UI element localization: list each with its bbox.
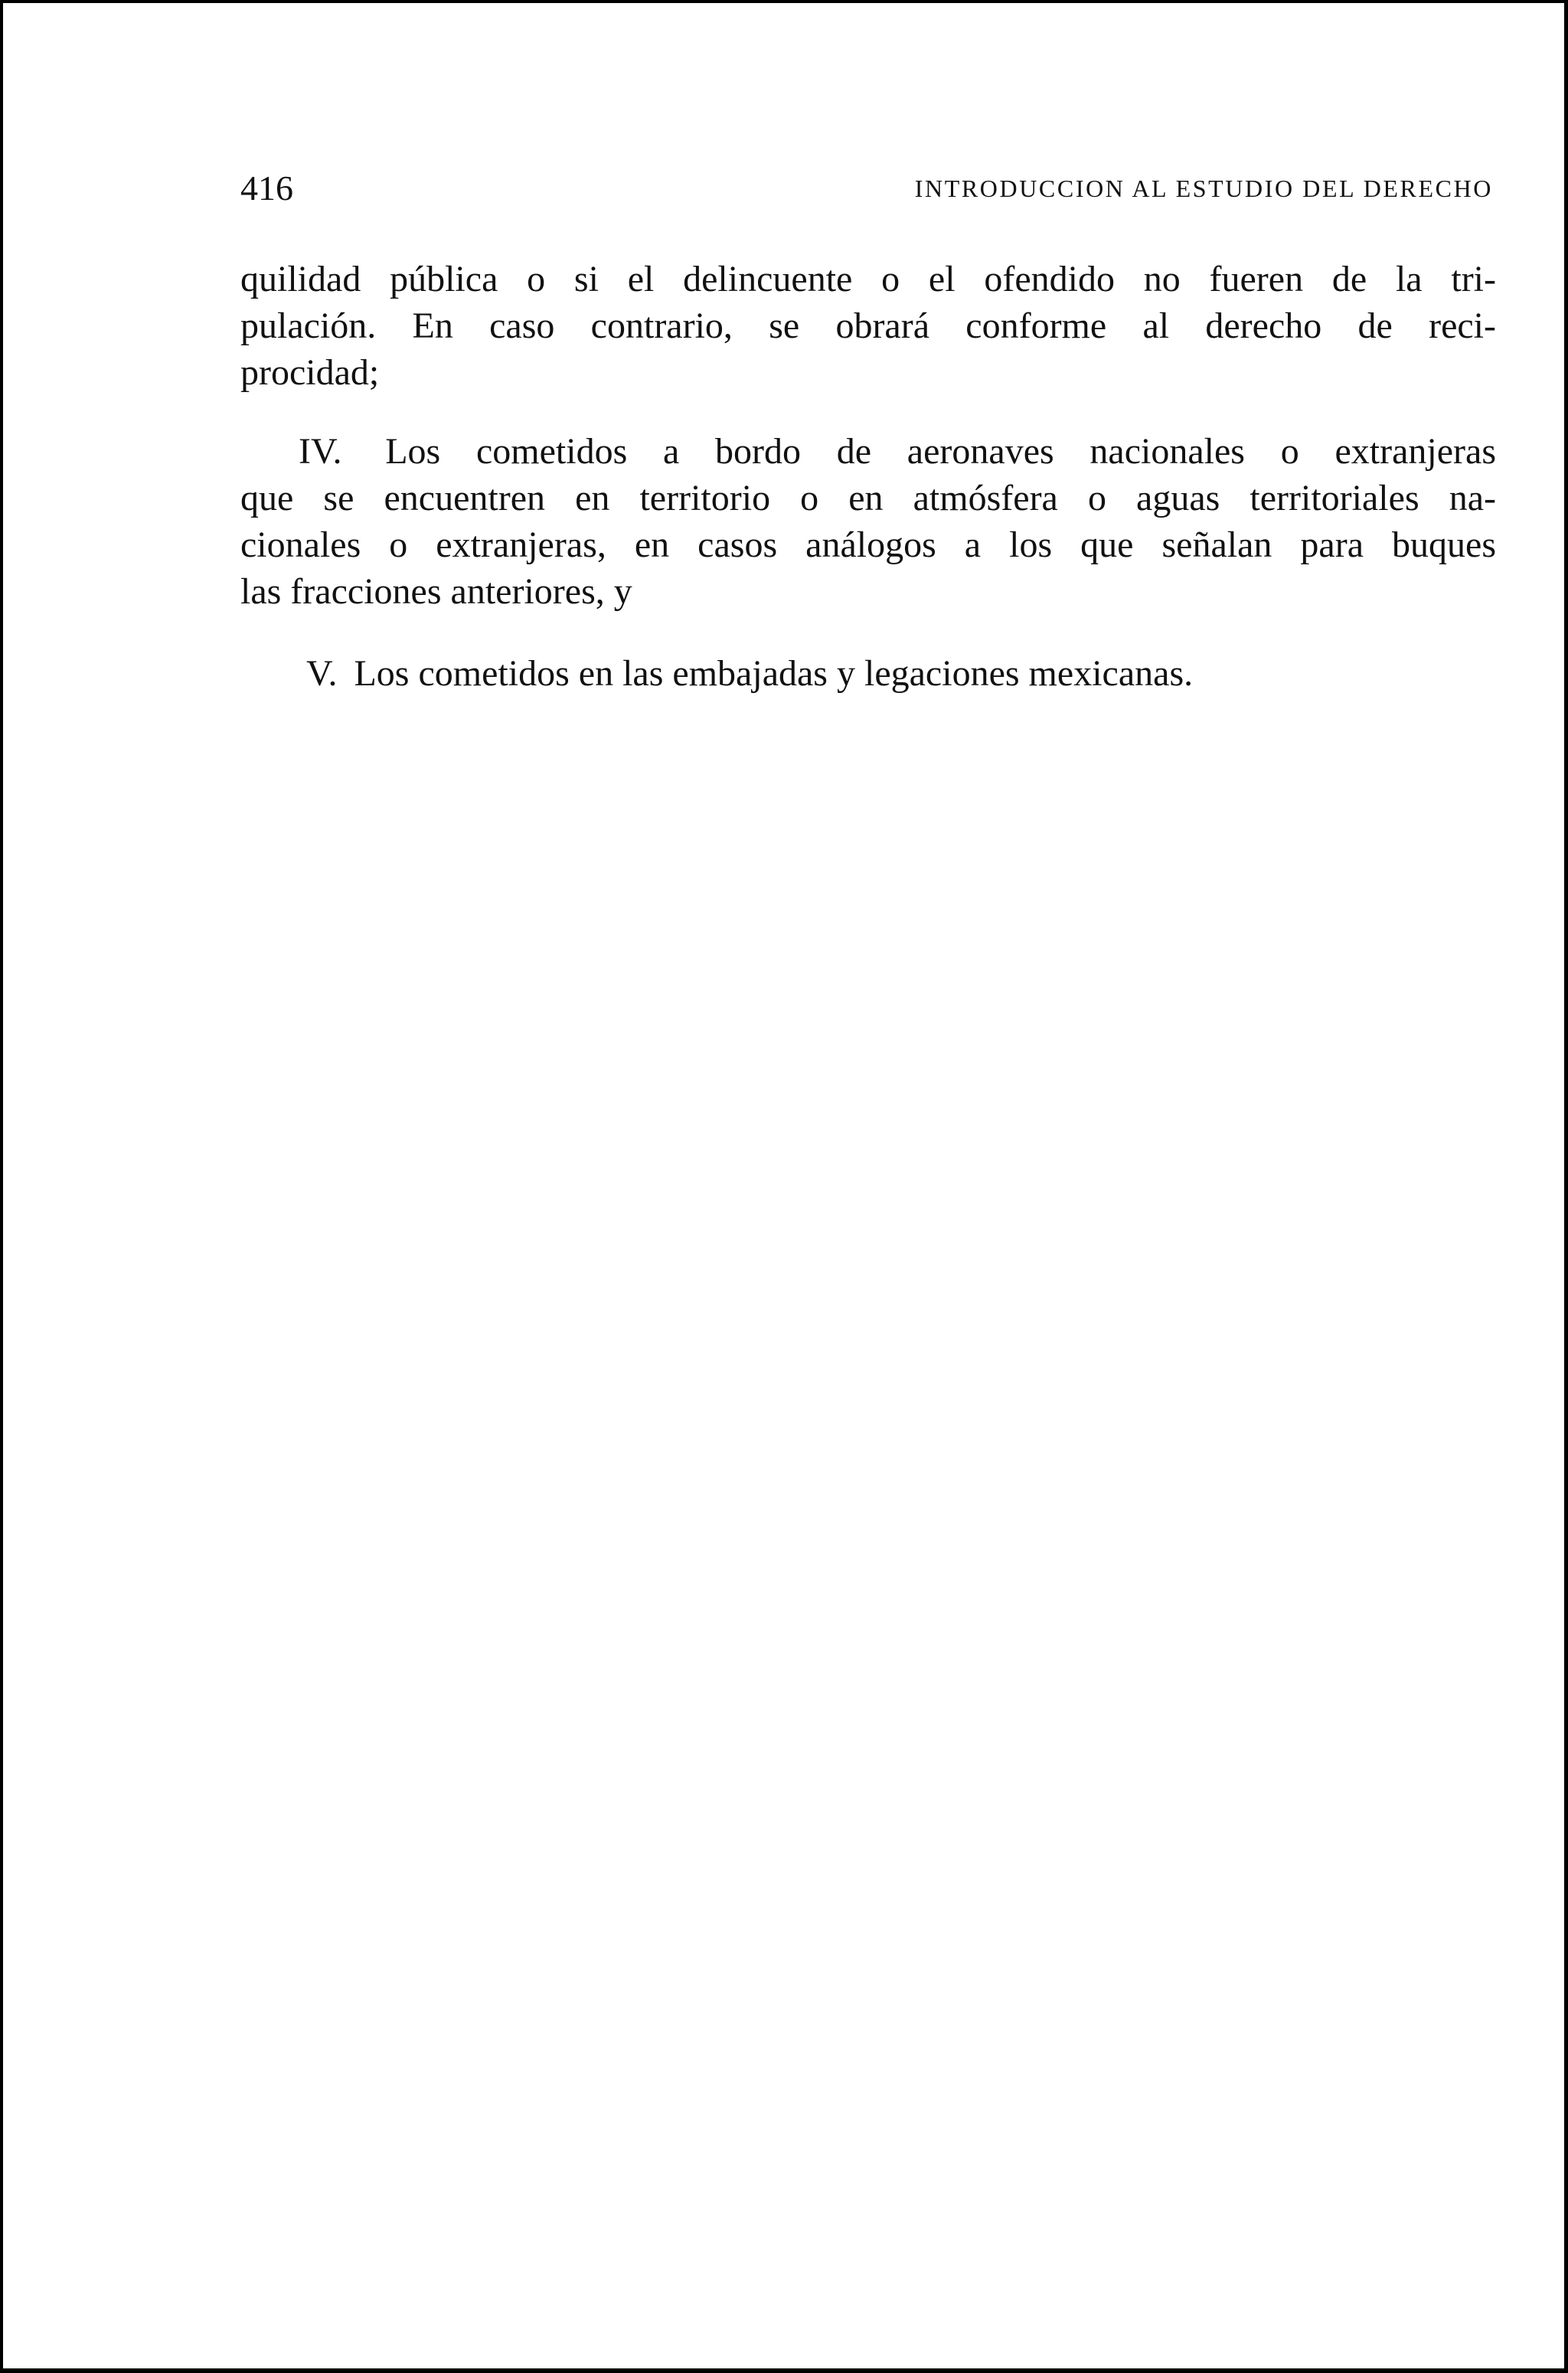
fraction-v [240,650,1496,697]
fraction-text: Los cometidos en las embajadas y legaciones mexicanas. [354,653,1194,694]
fraction-text: Los cometidos a bordo de aeronaves nacionales o extranjeras [385,431,1497,472]
fraction-iv [240,428,1496,615]
text-line: procidad; [240,352,380,393]
page-number: 416 [240,168,293,208]
text-line: pulación. En caso contrario, se obrará conforme al derecho de reci- [240,306,1496,346]
body-text [240,256,1496,697]
fraction-label: V. [306,653,338,694]
fraction-label: IV. [299,431,342,472]
paragraph-continuation [240,256,1496,396]
page-header [240,167,1493,210]
text-line: quilidad pública o si el delincuente o el ofendido no fueren de la tri- [240,259,1496,299]
text-line: las fracciones anteriores, y [240,571,632,612]
running-title: INTRODUCCION AL ESTUDIO DEL DERECHO [914,175,1493,202]
text-line: que se encuentren en territorio o en atmósfera o aguas territoriales na- [240,478,1496,518]
text-line: cionales o extranjeras, en casos análogos a los que señalan para buques [240,525,1496,565]
text-line [240,428,1496,475]
